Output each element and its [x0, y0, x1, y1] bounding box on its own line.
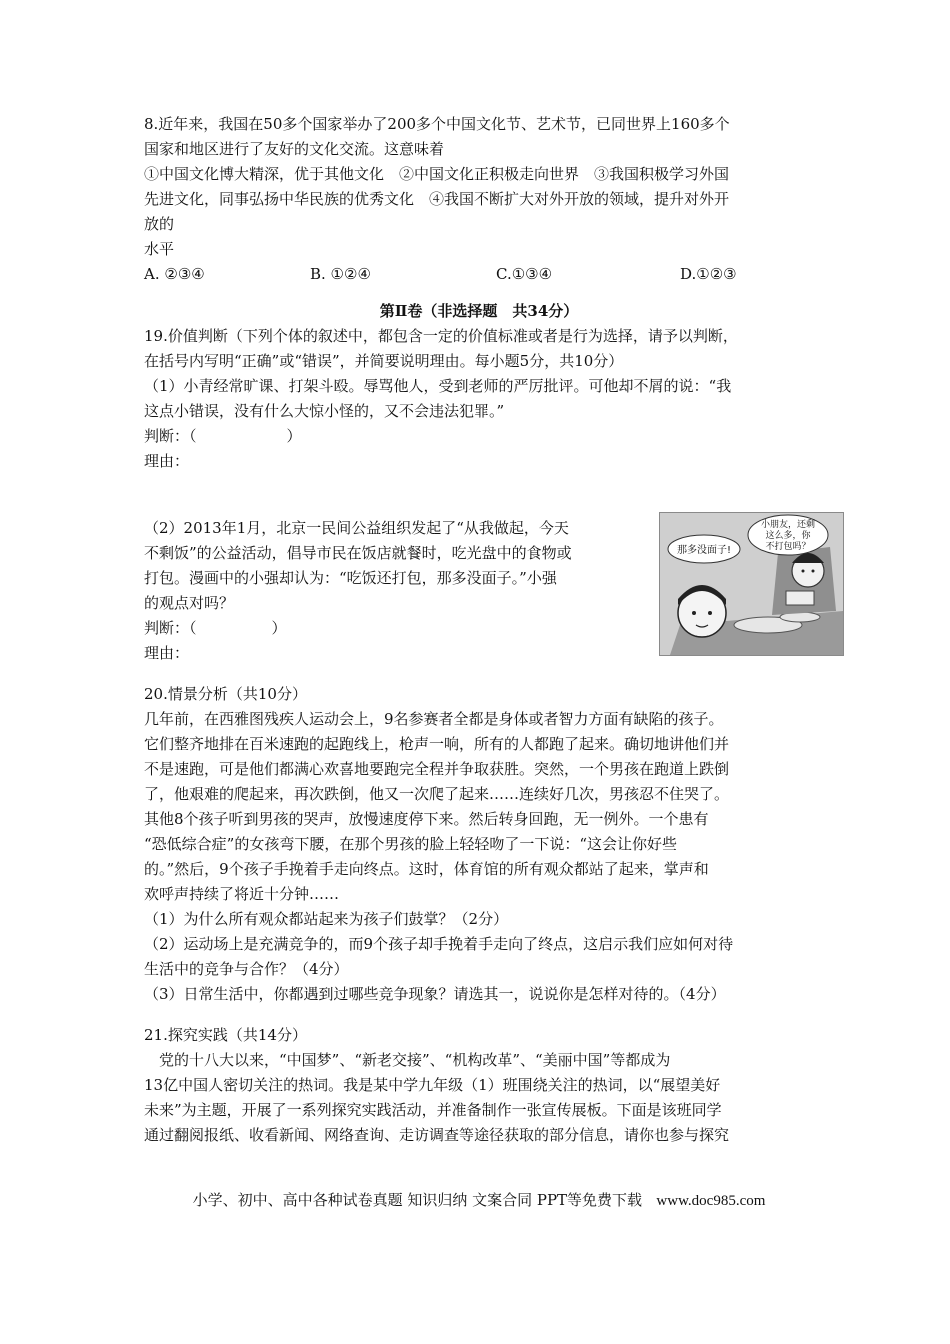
footer-text: 小学、初中、高中各种试卷真题 知识归纳 文案合同 PPT等免费下载: [192, 1191, 643, 1209]
q8-line: 放的: [144, 215, 175, 233]
q20-line: 几年前，在西雅图残疾人运动会上，9名参赛者全都是身体或者智力方面有缺陷的孩子。: [144, 710, 724, 728]
option-a: A. ②③④: [144, 265, 205, 283]
q19-part2-line: 打包。漫画中的小强却认为：“吃饭还打包，那多没面子。”小强: [144, 569, 557, 587]
q19-reason-2: 理由：: [144, 644, 190, 662]
question-8: [144, 112, 814, 287]
q19-line: 这点小错误，没有什么大惊小怪的，又不会违法犯罪。”: [144, 402, 505, 420]
q19-judge-2: 判断：（ ）: [144, 619, 287, 637]
q8-line: ①中国文化博大精深，优于其他文化 ②中国文化正积极走向世界 ③我国积极学习外国: [144, 165, 730, 183]
q8-line: 8.近年来，我国在50多个国家举办了200多个中国文化节、艺术节，已同世界上160多个: [144, 115, 730, 133]
comic-bubble-right-line: 这么多，你: [765, 531, 811, 541]
option-b: B. ①②④: [310, 265, 371, 283]
q21-title: 21.探究实践（共14分）: [144, 1026, 307, 1044]
option-c: C.①③④: [496, 265, 553, 283]
q19-line: 在括号内写明“正确”或“错误”，并简要说明理由。每小题5分，共10分）: [144, 352, 624, 370]
q20-line: 它们整齐地排在百米速跑的起跑线上，枪声一响，所有的人都跑了起来。确切地讲他们并: [144, 735, 730, 753]
comic-illustration: [660, 513, 843, 655]
q20-line: 的。”然后，9个孩子手挽着手走向终点。这时，体育馆的所有观众都站了起来，掌声和: [144, 860, 709, 878]
q8-line: 先进文化，同事弘扬中华民族的优秀文化 ④我国不断扩大对外开放的领域，提升对外开: [144, 190, 730, 208]
comic-image: [659, 512, 844, 656]
question-19: [144, 324, 814, 666]
q20-line: “恐低综合症”的女孩弯下腰，在那个男孩的脸上轻轻吻了一下说：“这会让你好些: [144, 835, 678, 853]
q19-part2-line: （2）2013年1月，北京一民间公益组织发起了“从我做起，今天: [144, 519, 569, 537]
q20-question: （1）为什么所有观众都站起来为孩子们鼓掌？（2分）: [144, 910, 509, 928]
q19-part-2: [144, 516, 814, 666]
q20-question: （3）日常生活中，你都遇到过哪些竞争现象？请选其一，说说你是怎样对待的。（4分）: [144, 985, 726, 1003]
comic-bubble-left: 那多没面子!: [676, 545, 732, 556]
q19-part2-line: 不剩饭”的公益活动，倡导市民在饭店就餐时，吃光盘中的食物或: [144, 544, 572, 562]
q8-options: [144, 262, 814, 287]
q20-line: 其他8个孩子听到男孩的哭声，放慢速度停下来。然后转身回跑，无一例外。一个患有: [144, 810, 709, 828]
q19-judge-1: 判断：（ ）: [144, 427, 302, 445]
q8-line: 水平: [144, 240, 175, 258]
comic-bubble-right-line: 不打包吗？: [765, 542, 811, 552]
q8-line: 国家和地区进行了友好的文化交流。这意味着: [144, 140, 445, 158]
q20-line: 了，他艰难的爬起来，再次跌倒，他又一次爬了起来……连续好几次，男孩忍不住哭了。: [144, 785, 730, 803]
q19-line: （1）小青经常旷课、打架斗殴。辱骂他人，受到老师的严厉批评。可他却不屑的说：“我: [144, 377, 732, 395]
q20-question: （2）运动场上是充满竞争的，而9个孩子却手挽着手走向了终点，这启示我们应如何对待: [144, 935, 734, 953]
q20-title: 20.情景分析（共10分）: [144, 685, 307, 703]
page-footer: [144, 1188, 814, 1214]
q21-line: 党的十八大以来，“中国梦”、“新老交接”、“机构改革”、“美丽中国”等都成为: [144, 1051, 671, 1069]
q20-line: 不是速跑，可是他们都满心欢喜地要跑完全程并争取获胜。突然，一个男孩在跑道上跌倒: [144, 760, 730, 778]
exam-page: [144, 112, 814, 1148]
q19-reason-1: 理由：: [144, 452, 190, 470]
q19-line: 19.价值判断（下列个体的叙述中，都包含一定的价值标准或者是行为选择，请予以判断，: [144, 327, 738, 345]
q21-line: 13亿中国人密切关注的热词。我是某中学九年级（1）班围绕关注的热词，以“展望美好: [144, 1076, 721, 1094]
section-2-title: 第Ⅱ卷（非选择题 共34分）: [379, 302, 579, 320]
comic-bubble-right-line: 小朋友，还剩: [760, 520, 816, 530]
question-20: [144, 682, 814, 1007]
q19-part2-line: 的观点对吗？: [144, 594, 235, 612]
q21-line: 未来”为主题，开展了一系列探究实践活动，并准备制作一张宣传展板。下面是该班同学: [144, 1101, 722, 1119]
q20-question: 生活中的竞争与合作？（4分）: [144, 960, 349, 978]
q21-line: 通过翻阅报纸、收看新闻、网络查询、走访调查等途径获取的部分信息，请你也参与探究: [144, 1126, 730, 1144]
footer-url: www.doc985.com: [656, 1193, 766, 1209]
question-21: [144, 1023, 814, 1148]
q20-line: 欢呼声持续了将近十分钟……: [144, 885, 340, 903]
option-d: D.①②③: [680, 265, 737, 283]
